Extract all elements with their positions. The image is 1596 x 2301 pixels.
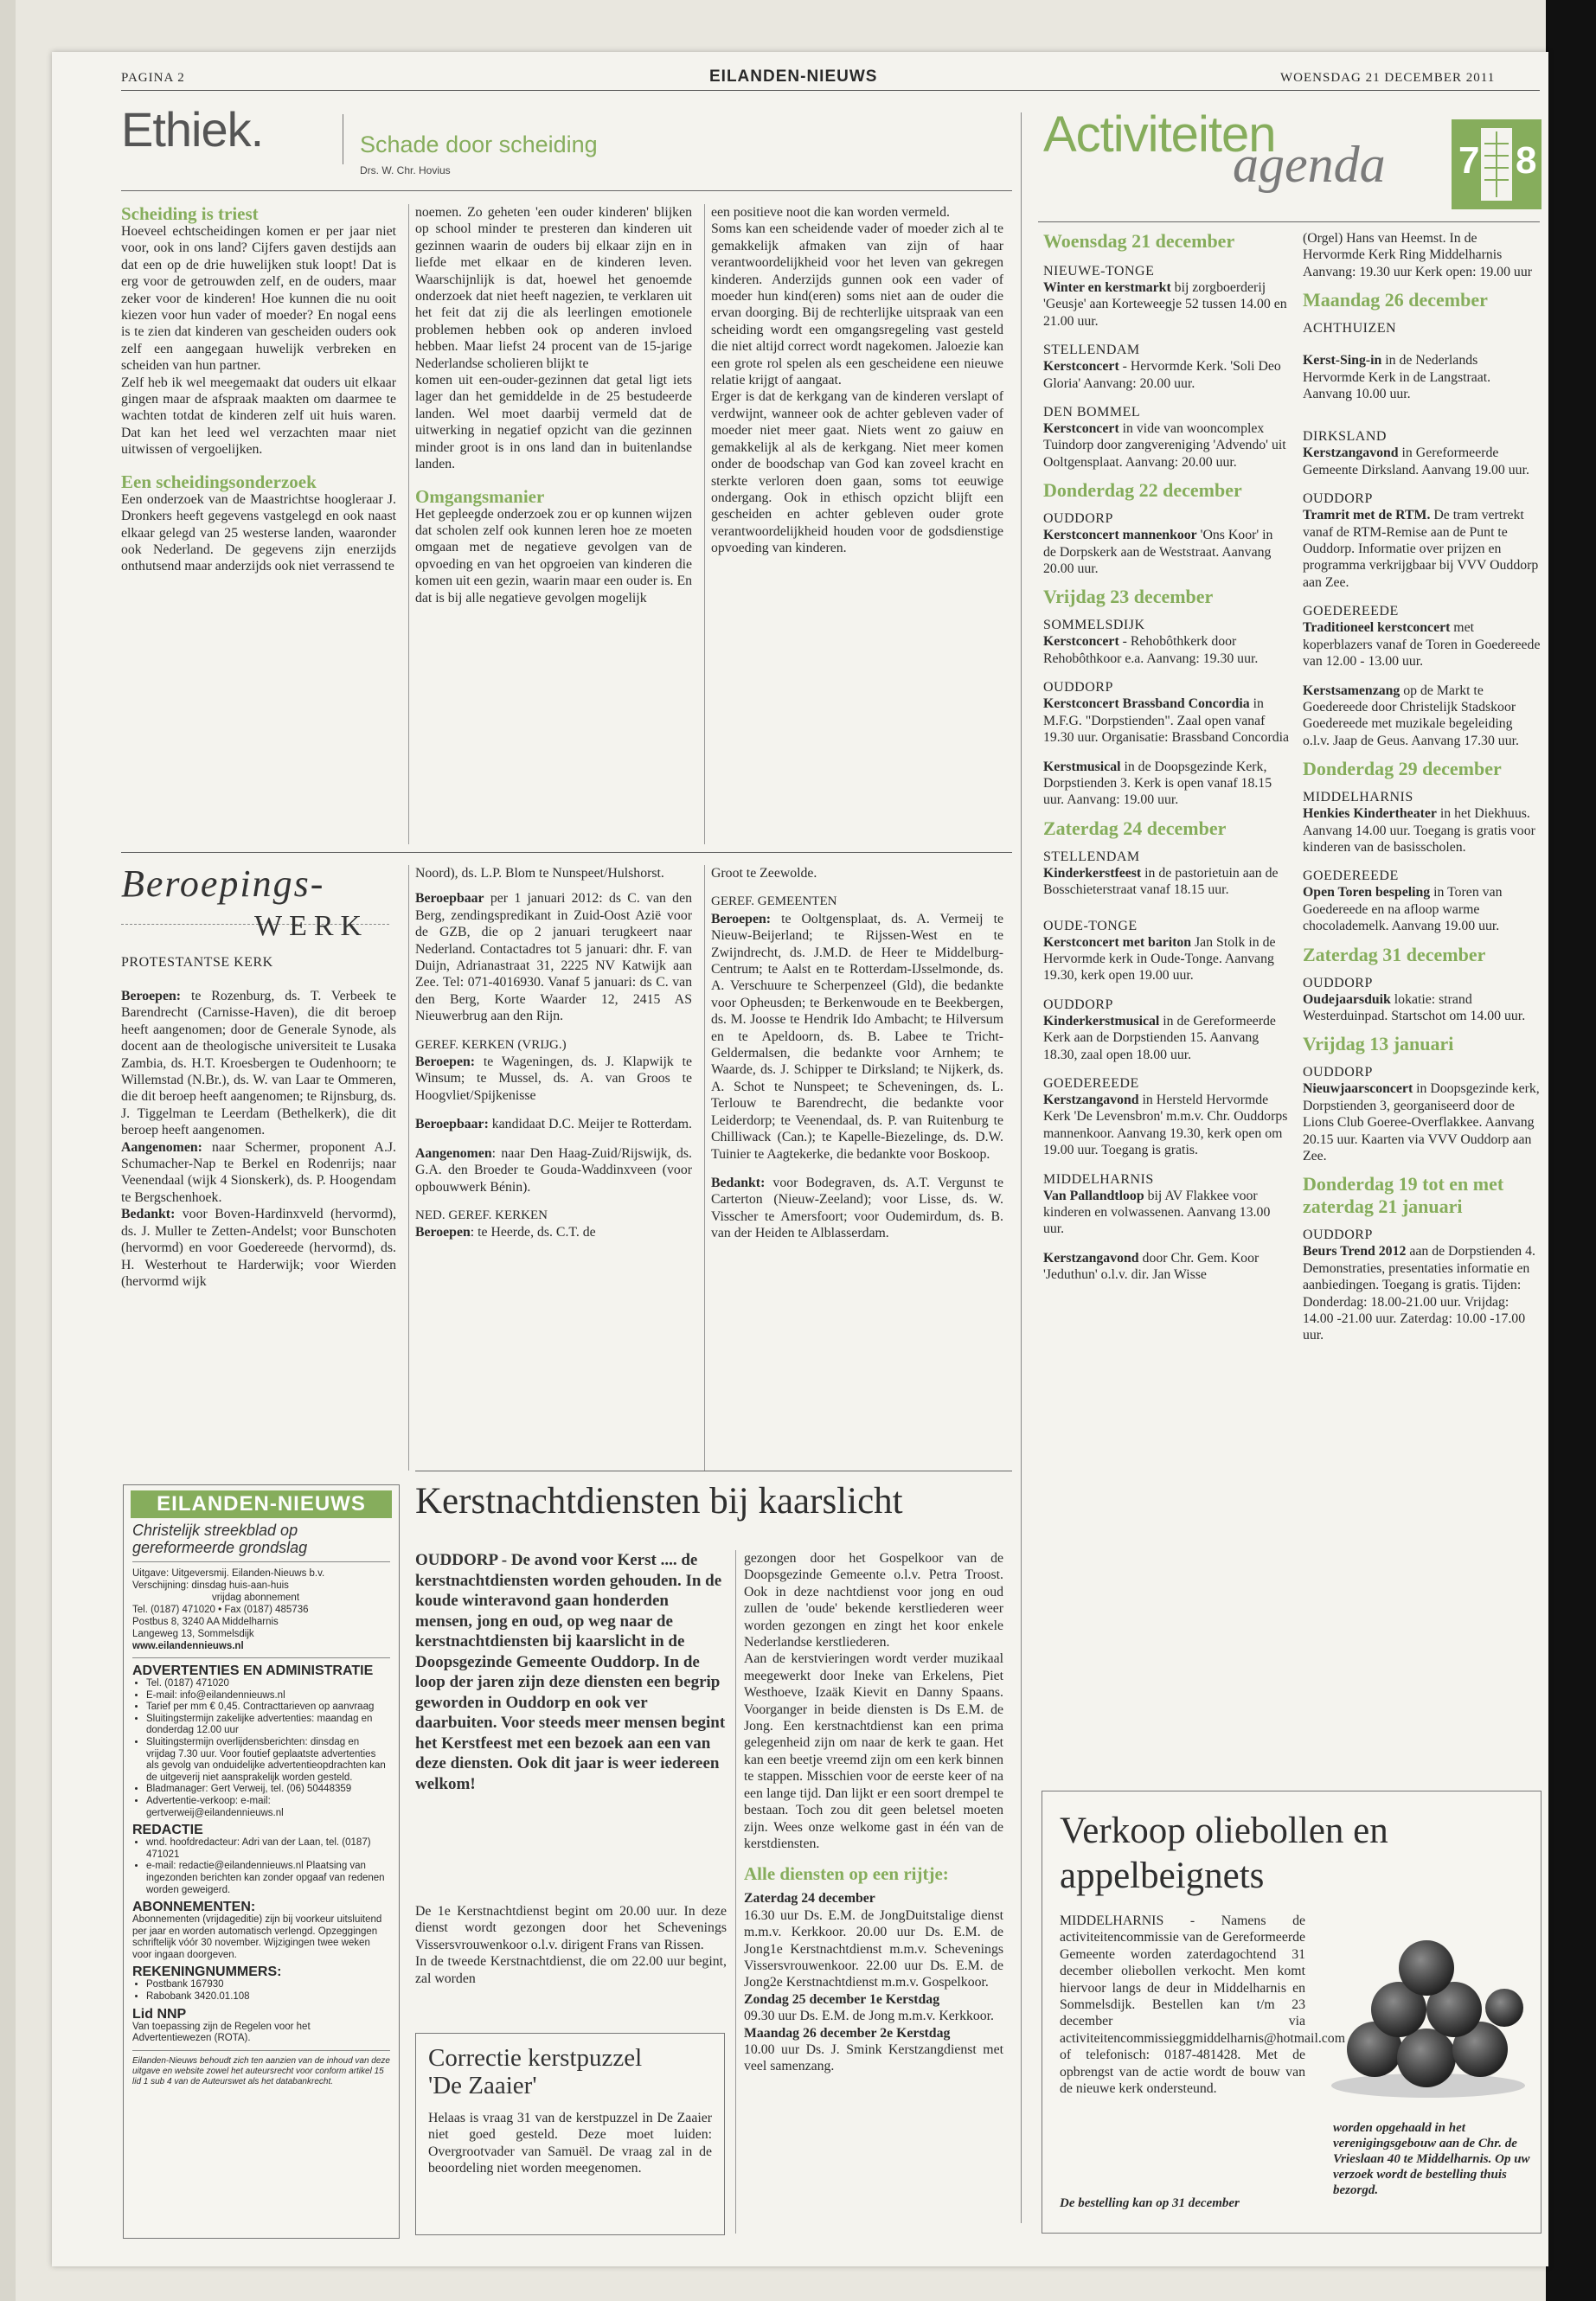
agenda-event [1303,352,1542,402]
agenda-event-text: bij zorgboerderij 'Geusje' aan Korteweegje 52 tussen 14.00 en 21.00 uur. [1043,280,1287,329]
beroepingswerk-label: Aangenomen: [121,1139,202,1155]
scan-edge-right [1546,0,1596,2301]
beroepingswerk-label: Beroepen: [415,1054,476,1070]
agenda-event-title: Kerstzangavond [1303,445,1399,461]
agenda-event [1303,991,1542,1025]
agenda-title: Activiteiten [1043,106,1276,163]
agenda-event-text: met koperblazers vanaf de Toren in Goedereede van 12.00 - 13.00 uur. [1303,620,1541,670]
beroepingswerk-label: Beroepbaar [415,891,484,907]
colofon-url[interactable]: www.eilandennieuws.nl [132,1641,244,1651]
oliebollen-title-1: Verkoop oliebollen en [1060,1811,1388,1851]
agenda-event [1043,1013,1289,1063]
ethiek-column-1 [121,204,396,575]
schedule-text: 09.30 uur Ds. E.M. de Jong m.m.v. Kerkkoor. [744,2009,995,2024]
colofon-rule [132,2050,390,2051]
beroepingswerk-entry [711,1175,1003,1242]
agenda-event-text: in de Gereformeerde Kerk aan de Dorpstienden 15. Aanvang 18.30, zaal open 18.00 uur. [1043,1013,1276,1062]
agenda-event-text: - Hervormde Kerk. 'Soli Deo Gloria' Aanvang: 20.00 uur. [1043,359,1281,391]
colofon-item: • Bladmanager: Gert Verweij, tel. (06) 50448359 [146,1784,390,1796]
agenda-place: OUDDORP [1303,975,1373,990]
agenda-day: Vrijdag 23 december [1043,586,1214,608]
agenda-event-text: bij AV Flakkee voor kinderen en volwassenen. Aanvang 13.00 uur. [1043,1188,1271,1237]
colofon-advertising [132,1663,390,2087]
agenda-event-title: Tramrit met de RTM. [1303,508,1431,523]
beroepingswerk-entry [415,1224,692,1240]
colofon-item: • wnd. hoofdredacteur: Adri van der Laan, tel. (0187) 471021 [146,1837,390,1861]
column-divider [735,1550,736,2234]
agenda-day: Donderdag 22 december [1043,479,1242,502]
agenda-event-title: Kerstconcert [1043,359,1119,375]
beroepingswerk-label: Bedankt: [711,1175,766,1190]
colofon-heading: ADVERTENTIES EN ADMINISTRATIE [132,1663,374,1678]
agenda-event [1303,507,1542,591]
agenda-place: GOEDEREEDE [1303,604,1399,619]
colofon-item: • e-mail: redactie@eilandennieuws.nl Plaatsing van ingezonden berichten kan zonder opgaaf van redenen worden geweigerd. [146,1861,390,1896]
beroepingswerk-column-3 [711,865,1003,1242]
schedule-text: 10.00 uur Ds. J. Smink Kerstzangdienst met veel samenzang. [744,2041,1003,2074]
correctie-title [428,2044,712,2099]
agenda-event-text: 'Ons Koor' in de Dorpskerk aan de Weststraat. Aanvang 20.00 uur. [1043,528,1273,577]
colofon-item: • Postbank 167930 [146,1979,390,1991]
colofon-masthead: EILANDEN-NIEUWS [131,1490,392,1518]
beroepingswerk-label: Beroepen: [711,911,772,926]
masthead: EILANDEN-NIEUWS [709,67,878,86]
agenda-event [1043,633,1289,667]
ethiek-paragraph: een positieve noot die kan worden vermeld. [711,205,950,220]
agenda-event-text: in Toren van Goedereede en na afloop warme chocolademelk. Aanvang 19.00 uur. [1303,885,1503,934]
oliebollen-footnote: De bestelling kan op 31 december [1060,2196,1240,2210]
ethiek-paragraph: Zelf heb ik wel meegemaakt dat ouders uit elkaar gingen maar de afspraak maakten om daarmee te wachten totdat de kinderen zelf uit huis waren. Dat kan het leed wel verzachten maar niet uitwissen of vergoelijken. [121,375,396,458]
agenda-divider [1021,112,1022,2223]
ethiek-subhead-3: Omgangsmanier [415,485,545,507]
colofon-heading: REDACTIE [132,1823,203,1838]
schedule-day: Maandag 26 december 2e Kerstdag [744,2025,951,2041]
kerst-paragraph: In de tweede Kerstnachtdienst, die om 22.00 uur begint, zal worden [415,1954,727,1986]
kerst-paragraph: De 1e Kerstnachtdienst begint om 20.00 uur. In deze dienst wordt gezongen door het Schevenings Vissersvrouwenkoor o.l.v. dirigent Frans van Rissen. [415,1904,727,1952]
column-divider [704,204,705,844]
correctie-text: Helaas is vraag 31 van de kerstpuzzel in De Zaaier niet goed gesteld. Deze moet luiden: Overgrootvader van Samuël. De vraag zal in de beoordeling niet worden meegenomen. [428,2111,712,2176]
beroepingswerk-church-heading: GEREF. KERKEN (VRIJG.) [415,1037,567,1052]
scan-edge-left [0,0,16,2301]
agenda-event [1043,695,1289,746]
agenda-event-title: Kerstsamenzang [1303,683,1401,698]
colofon-line: vrijdag abonnement [212,1593,300,1603]
colofon-item: • Sluitingstermijn overlijdensberichten: dinsdag en vrijdag 7.30 uur. Voor foutief geplaatste advertenties als gevolg van onduidelijke advertentieopdrachten kan de uitgeverij niet aansprakelijk worden gesteld. [146,1737,390,1784]
ethiek-paragraph: noemen. Zo geheten 'een ouder kinderen' blijken op school minder te presteren dan kinderen uit gezinnen waarin de ouders bij elkaar zijn en in liefde met elkaar en de kinderen leven. Waarschijnlijk is dat, hoewel het genoemde onderzoek dat niet heeft nagezien, te verklaren uit het feit dat zij die als leerlingen emotionele problemen hebben ook op anderen invloed hebben. Maar liefst 24 procent van de 15-jarige Nederlandse scholieren blijkt te [415,205,692,371]
agenda-place: MIDDELHARNIS [1303,790,1413,805]
beroepingswerk-text: per 1 januari 2012: ds C. van den Berg, zendingspredikant in Zuid-Oost Azië voor de GZB, die op 2 januari terugkeert naar Nederland. Contactadres tot 5 januari: dhr. F. van Duijn, Adrianastraat 31, 2225 NV Katwijk aan Zee. Tel: 071-4016930. Vanaf 5 januari: ds C. van den Berg, Korte Waarder 12, 2415 AS Nieuwerbrug aan den Rijn. [415,891,692,1024]
ethiek-kicker: Ethiek. [121,102,264,157]
ethiek-title: Schade door scheiding [360,131,598,157]
agenda-place: OUDDORP [1043,997,1113,1012]
agenda-event [1303,1243,1542,1343]
ethiek-subhead-2: Een scheidingsonderzoek [121,471,317,492]
colofon-heading: REKENINGNUMMERS: [132,1965,282,1980]
colofon-line: Postbus 8, 3240 AA Middelharnis [132,1617,279,1627]
schedule-text: 16.30 uur Ds. E.M. de JongDuitstalige dienst m.m.v. Kerkkoor. 20.00 uur Ds. E.M. de Jong1e Kerstnachtdienst m.m.v. Schevenings Vissersvrouwenkoor. 22.00 uur Ds. E.M. de Jong2e Kerstnachtdienst m.m.v. Gospelkoor. [744,1907,1003,1990]
issue-date: WOENSDAG 21 DECEMBER 2011 [1280,71,1496,85]
agenda-event-title: Oudejaarsduik [1303,991,1391,1007]
correctie-title-2: 'De Zaaier' [428,2072,537,2099]
beroepingswerk-title-2: WERK [254,910,369,942]
agenda-event [1043,759,1289,809]
agenda-event-title: Open Toren bespeling [1303,885,1431,901]
agenda-event-title: Kerstconcert [1043,421,1119,437]
correctie-box [415,2033,725,2235]
beroepingswerk-entry [415,1116,692,1132]
agenda-event-title: Van Pallandtloop [1043,1188,1144,1203]
agenda-event-title: Kerstmusical [1043,759,1121,774]
agenda-day: Zaterdag 31 december [1303,943,1486,965]
agenda-day: Donderdag 29 december [1303,758,1502,780]
ethiek-bottom-rule [121,852,1012,853]
beroepingswerk-text: : naar Den Haag-Zuid/Rijswijk, ds. G.A. den Broeder te Gouda-Waddinxveen (voor opbouwwerk Bénin). [415,1145,692,1195]
agenda-place: NIEUWE-TONGE [1043,264,1155,279]
beroepingswerk-subtitle: PROTESTANTSE KERK [121,955,273,970]
colofon-tagline-2: gereformeerde grondslag [132,1539,308,1556]
kerst-title: Kerstnachtdiensten bij kaarslicht [415,1481,903,1522]
calendar-icon [1452,119,1542,209]
agenda-event [1303,1080,1542,1164]
schedule-day: Zondag 25 december 1e Kerstdag [744,1991,940,2007]
oliebollen-title [1060,1809,1523,1899]
colofon-line: Uitgave: Uitgeversmij. Eilanden-Nieuws b.v. [132,1568,325,1579]
agenda-event-title: Kerst-Sing-in [1303,353,1382,369]
beroepingswerk-text: te Ooltgensplaat, ds. A. Vermeij te Nieuw-Beijerland; te Rijssen-West en te Zwijndrecht, ds. J.M.D. de Heer te Middelburg-Centrum; te Aalst en te Rotterdam-IJsselmonde, ds. A. Verschuure te Scherpenzeel (Gld), die bedankte voor Opheusden; te Berkenwoude en te Beekbergen, ds. M. Joosse te Hendrik Ido Ambacht; te Hilversum en te Apeldoorn, ds. B. Labee te Tricht-Geldermalsen, die bedankte voor Arnhem; te Waarde, ds. J. Schipper te Dirksland; te Nijkerk, ds. A. Schot te Nunspeet; te Scheveningen, ds. L. Terlouw te Barendrecht, die bedankte voor Leiderdorp; te Veenendaal, ds. P. van Ruitenburg te Chilliwack (Can.); te Kapelle-Biezelinge, ds. D.W. Tuinier te Aagtekerke, die bedankte voor Boskoop. [711,911,1003,1162]
agenda-event-continued: (Orgel) Hans van Heemst. In de Hervormde Kerk Ring Middelharnis Aanvang: 19.30 uur Kerk open: 19.00 uur [1303,231,1532,279]
beroepingswerk-label: Aangenomen [415,1145,492,1161]
agenda-day: Maandag 26 december [1303,289,1488,311]
schedule-day: Zaterdag 24 december [744,1891,875,1907]
agenda-place: SOMMELSDIJK [1043,618,1145,633]
colofon-text: Van toepassing zijn de Regelen voor het Advertentiewezen (ROTA). [132,2021,311,2044]
svg-text:8: 8 [1516,139,1537,182]
colofon-tagline [132,1522,390,1556]
ethiek-paragraph: Het gepleegde onderzoek zou er op kunnen wijzen dat scholen zelf ook kunnen leren hoe ze moeten omgaan met de negatieve gevolgen van de opvoeding en van het opgroeien van kinderen die komen uit een gezin, waarin maar een ouder is. En dat is bij alle negatieve gevolgen mogelijk [415,506,692,606]
agenda-event-title: Nieuwjaarsconcert [1303,1081,1413,1097]
beroepingswerk-text: voor Boven-Hardinxveld (hervormd), ds. J. Muller te Zetten-Andelst; voor Bunschoten (hervormd) en voor Goedereede (hervormd), ds. H. Westerhout te Harderwijk; voor Wierden (hervormd wijk [121,1207,396,1289]
beroepingswerk-text: naar Schermer, proponent A.J. Schumacher-Nap te Berkel en Rodenrijs; naar Veenendaal (wijk 4 Sionskerk), ds. P. Hoogendam te Bergschenhoek. [121,1139,396,1205]
beroepingswerk-text: kandidaat D.C. Meijer te Rotterdam. [488,1117,692,1132]
agenda-place: STELLENDAM [1043,343,1140,358]
beroepingswerk-entry [121,1206,396,1290]
agenda-event-text: in Doopsgezinde kerk, Dorpstienden 3, georganiseerd door de Lions Club Goeree-Overflakkee. Aanvang 20.15 uur. Kaarten via VVV Ouddorp aan Zee. [1303,1081,1540,1163]
colofon-line: Langeweg 13, Sommelsdijk [132,1629,254,1639]
agenda-event-text: lokatie: strand Westerduinpad. Startschot om 14.00 uur. [1303,991,1526,1023]
agenda-event-title: Kerstconcert met bariton [1043,934,1192,950]
colofon-item: • Tarief per mm € 0,45. Contracttarieven op aanvraag [146,1702,390,1714]
agenda-event-text: in de Nederlands Hervormde Kerk in de Langstraat. Aanvang 10.00 uur. [1303,353,1491,402]
agenda-event-title: Kerstconcert [1043,634,1119,650]
agenda-event-title: Kerstzangavond [1043,1250,1139,1266]
beroepingswerk-church-heading: NED. GEREF. KERKEN [415,1208,548,1222]
ethiek-top-rule [121,190,1012,191]
ethiek-paragraph: Een onderzoek van de Maastrichtse hoogleraar J. Dronkers heeft gegevens vastgelegd en ook naast elkaar gelegd van 25 westerse landen, waaronder ook Nederland. De gegevens zijn enerzijds onthutsend maar anderzijds ook niet verrassend te [121,491,396,574]
oliebollen-caption: worden opgehaald in het verenigingsgebouw aan de Chr. de Vrieslaan 40 te Middelharnis. Op uw verzoek wordt de bestelling thuis bezorgd. [1333,2121,1530,2197]
agenda-place: DIRKSLAND [1303,429,1387,445]
colofon-line: Verschijning: dinsdag huis-aan-huis [132,1580,289,1591]
column-divider [408,204,409,844]
page-label: PAGINA 2 [121,71,185,85]
beroepingswerk-label: Beroepbaar: [415,1117,489,1132]
agenda-day: Vrijdag 13 januari [1303,1033,1454,1055]
agenda-place: ACHTHUIZEN [1303,321,1397,336]
ethiek-column-3 [711,204,1003,557]
agenda-event-title: Henkies Kindertheater [1303,806,1437,822]
agenda-event-text: in het Diekhuus. Aanvang 14.00 uur. Toegang is gratis voor kinderen van de basisscholen. [1303,806,1535,855]
beroepingswerk-text: voor Bodegraven, ds. A.T. Vergunst te Carterton (Nieuw-Zeeland); voor Lisse, ds. W. Visscher te Amersfoort; voor Oudemirdum, ds. B. van der Heiden te Alblasserdam. [711,1175,1003,1241]
agenda-event-title: Kinderkerstmusical [1043,1013,1160,1029]
agenda-place: MIDDELHARNIS [1043,1171,1154,1187]
agenda-place: OUDDORP [1303,491,1373,507]
agenda-place: OUDE-TONGE [1043,918,1138,933]
agenda-event-text: aan de Dorpstienden 4. Demonstraties, presentaties informatie en aanbiedingen. Toegang is gratis. Tijden: Donderdag: 18.00-21.00 uur. Vrijdag: 14.00 -21.00 uur. Zaterdag: 10.00 -17.00 uur. [1303,1244,1535,1343]
beroepingswerk-entry: Noord), ds. L.P. Blom te Nunspeet/Hulshorst. [415,866,664,881]
ethiek-paragraph: komen uit een-ouder-gezinnen dat getal ligt iets lager dan het gemiddelde in de 25 bestudeerde landen. Wel moet daarbij vermeld dat de uitwerking in negatief opzicht van die gezinnen minder groot is in ons land dan in buitenlandse landen. [415,373,692,472]
agenda-place: GOEDEREEDE [1043,1075,1139,1091]
agenda-event-text: in M.F.G. "Dorpstienden". Zaal open vanaf 19.30 uur. Organisatie: Brassband Concordia [1043,696,1290,746]
kerst-body-2 [744,1550,1003,2075]
kerst-body-1 [415,1903,727,1987]
agenda-event-title: Beurs Trend 2012 [1303,1244,1407,1259]
colofon-item: • Advertentie-verkoop: e-mail: gertverweij@eilandennieuws.nl [146,1796,390,1819]
header-rule [121,90,1540,91]
beroepingswerk-entry [711,911,1003,1163]
agenda-event [1043,1092,1289,1159]
colofon-item: • Sluitingstermijn zakelijke advertenties: maandag en donderdag 12.00 uur [146,1714,390,1737]
agenda-event [1043,358,1289,392]
agenda-day: Woensdag 21 december [1043,230,1235,252]
colofon-rule [132,1561,390,1562]
agenda-event [1303,619,1542,670]
agenda-event [1043,420,1289,471]
beroepingswerk-column-2 [415,865,692,1241]
agenda-event-text: door Chr. Gem. Koor 'Jeduthun' o.l.v. dir. Jan Wisse [1043,1250,1259,1283]
agenda-day: Donderdag 19 tot en met zaterdag 21 januari [1303,1173,1504,1218]
column-divider [408,865,409,1471]
agenda-event-text: - Rehobôthkerk door Rehobôthkoor e.a. Aanvang: 19.30 uur. [1043,634,1259,666]
agenda-event-title: Traditioneel kerstconcert [1303,620,1451,636]
agenda-event-title: Kerstconcert Brassband Concordia [1043,696,1250,712]
beroepingswerk-column-1 [121,988,396,1290]
beroepingswerk-entry [415,1145,692,1195]
colofon-tagline-1: Christelijk streekblad op [132,1522,298,1539]
beroepingswerk-text: : te Heerde, ds. C.T. de [470,1225,596,1240]
column-divider [704,865,705,1471]
agenda-event-text: De tram vertrekt vanaf de RTM-Remise aan de Punt te Ouddorp. Informatie over prijzen en programma verkrijgbaar bij VVV Ouddorp aan Zee. [1303,508,1539,590]
agenda-top-rule [1038,221,1540,222]
beroepingswerk-text: te Rozenburg, ds. T. Verbeek te Barendrecht (Carnisse-Haven), die dit beroep heeft aangenomen; door de Generale Synode, als docent aan de theologische universiteit te Lusaka Zambia, ds. H.T. Kroesbergen te Oudenhoorn; te Willemstad (N.Br.), ds. W. van Laar te Ommeren, die dit beroep heeft aangenomen; te Rijnsburg, ds. J. Tiggelman te Leerdam (Bethelkerk), die dit beroep heeft aangenomen. [121,989,396,1138]
agenda-place: OUDDORP [1303,1065,1373,1080]
agenda-event-text: in de Doopsgezinde Kerk, Dorpstienden 3. Kerk is open vanaf 18.15 uur. Aanvang: 19.00 uur. [1043,759,1272,808]
agenda-event-text: in de pastorietuin aan de Bosschieterstraat vanaf 18.15 uur. [1043,865,1279,898]
newspaper-page [52,52,1548,2266]
beroepingswerk-title: Beroepings- [121,862,325,905]
ethiek-subhead-1: Scheiding is triest [121,203,259,224]
colofon-item: • Rabobank 3420.01.108 [146,1991,390,2003]
oliebollen-photo [1323,1913,1534,2103]
colofon-box [123,1484,400,2239]
agenda-title-script: agenda [1233,136,1386,193]
agenda-event [1303,445,1542,478]
ethiek-author: Drs. W. Chr. Hovius [360,164,451,176]
kerst-paragraph: Aan de kerstvieringen wordt verder muzikaal meegewerkt door Ineke van Erkelens, Piet Westhoeve, Izaäk Kievit en Danny Spaans. Voorganger in beide diensten is Ds E.M. de Jong. Een kerstnachtdienst kan een prima gelegenheid zijn om naar de kerk te gaan. Het kan een beetje vreemd zijn om een kerk binnen te stappen. Misschien voor de eerste keer of na een lange tijd. Dan lijkt er een soort drempel te bestaan. Toch zou dit geen beletsel moeten zijn. Wees onze welkome gast in één van de kerstdiensten. [744,1651,1003,1851]
beroepingswerk-entry: Groot te Zeewolde. [711,866,817,881]
agenda-event-title: Kinderkerstfeest [1043,865,1142,881]
beroepingswerk-label: Bedankt: [121,1207,176,1222]
oliebollen-title-2: appelbeignets [1060,1856,1265,1896]
agenda-event [1043,934,1289,984]
agenda-place: DEN BOMMEL [1043,405,1141,420]
kerst-paragraph: gezongen door het Gospelkoor van de Doopsgezinde Gemeente o.l.v. Petra Troost. Ook in deze nachtdienst voor jong en oud zullen de 'oude' bekende kerstliederen weer worden gezongen en zingt het koor enkele Nederlandse kerstliederen. [744,1551,1003,1650]
oliebollen-box [1042,1791,1542,2234]
agenda-event-title: Kerstconcert mannenkoor [1043,528,1197,543]
colofon-heading: Lid NNP [132,2006,187,2022]
agenda-place: OUDDORP [1303,1227,1373,1243]
agenda-event-text: op de Markt te Goedereede door Christelijk Stadskoor Goedereede met muzikale begeleiding o.l.v. Jaap de Geus. Aanvang 17.30 uur. [1303,683,1519,748]
agenda-event [1043,1250,1289,1284]
colofon-rule [132,1657,390,1658]
agenda-event [1043,865,1289,899]
kerst-schedule [744,1890,1003,2074]
colofon-item: • E-mail: info@eilandennieuws.nl [146,1690,390,1702]
agenda-event [1043,527,1289,577]
agenda-event-text: Jan Stolk in de Hervormde kerk in Oude-Tonge. Aanvang 19.30, kerk open 19.00 uur. [1043,934,1276,984]
colofon-item: • Tel. (0187) 471020 [146,1678,390,1690]
beroepingswerk-entry [415,1054,692,1104]
agenda-event-text: in Hersteld Hervormde Kerk 'De Levensbron' m.m.v. Chr. Ouddorps mannenkoor. Aanvang 19.30, kerk open om 19.00 uur. Toegang is gratis. [1043,1092,1288,1158]
agenda-place: STELLENDAM [1043,849,1140,864]
agenda-place: OUDDORP [1043,680,1113,695]
agenda-column-1 [1043,230,1289,1284]
agenda-event [1303,884,1542,934]
colofon-line: Tel. (0187) 471020 • Fax (0187) 485736 [132,1605,309,1615]
agenda-day: Zaterdag 24 december [1043,817,1227,839]
agenda-event-title: Kerstzangavond [1043,1092,1139,1107]
correctie-title-1: Correctie kerstpuzzel [428,2044,643,2072]
agenda-place: OUDDORP [1043,511,1113,527]
oliebollen-text: MIDDELHARNIS - Namens de activiteitencommissie van de Gereformeerde Gemeente worden zaterdagochtend 31 december oliebollen verkocht. Men komt hiervoor langs de deur in Middelharnis en Sommelsdijk. Bestellen kan t/m 23 december via activiteitencommissieggmiddelharnis@hotmail.com of telefonisch: 0187-481428. Met de opbrengst van de actie wordt de bouw van de nieuwe kerk ondersteund. [1060,1913,1345,2097]
colofon-footer: Eilanden-Nieuws behoudt zich ten aanzien van de inhoud van deze uitgave en website zowel het auteursrecht voor conform artikel 15 lid 1 sub 4 van de Auteurswet als het databankrecht. [132,2055,390,2086]
beroepingswerk-text: te Wageningen, ds. J. Klapwijk te Winsum; te Mussel, ds. A. van Groos te Hoogvliet/Spijkenisse [415,1054,692,1103]
colofon-heading: ABONNEMENTEN: [132,1900,256,1915]
agenda-event [1303,805,1542,856]
agenda-event-title: Winter en kerstmarkt [1043,280,1171,295]
beroepingswerk-entry [121,988,396,1139]
beroepingswerk-entry [415,890,692,1024]
svg-text:7: 7 [1458,139,1480,182]
beroepingswerk-label: Beroepen: [121,989,182,1003]
beroepingswerk-church-heading: GEREF. GEMEENTEN [711,894,837,909]
agenda-place: GOEDEREEDE [1303,868,1399,884]
agenda-event [1303,683,1542,750]
agenda-column-2 [1303,230,1542,1344]
agenda-event [1043,279,1289,330]
colofon-text: Abonnementen (vrijdageditie) zijn bij voorkeur uitsluitend per jaar en worden automatisch verlengd. Opzeggingen schriftelijk vóór 30 november. Wijzigingen twee weken voor ingaan doorgeven. [132,1914,382,1960]
ethiek-paragraph: Hoeveel echtscheidingen komen er per jaar niet voor, ook in ons land? Cijfers gaven destijds aan dat een op de drie huwelijken stuk loopt! Dat is erg voor de getrouwden zelf, en de ouders, maar zeker voor de kinderen! Hoe kunnen die nu ooit kiezen voor hun vader of moeder? En nogal eens is te zien dat kinderen van gescheiden ouders ook zelf een aangegaan huwelijk verbreken en scheiden van hun partner. [121,224,396,374]
colofon-publisher [132,1567,390,1652]
kerst-subhead: Alle diensten op een rijtje: [744,1863,949,1885]
beroepingswerk-label: Beroepen [415,1225,471,1240]
beroepingswerk-entry [121,1139,396,1207]
kerst-lead: OUDDORP - De avond voor Kerst .... de kerstnachtdiensten worden gehouden. In de koude winteravond gaan honderden mensen, jong en oud, op weg naar de kerstnachtdiensten bij kaarslicht in de Doopsgezinde Gemeente Ouddorp. In de loop der jaren zijn deze diensten een begrip geworden in Ouddorp en ook ver daarbuiten. Voor steeds meer mensen begint het Kerstfeest met een bezoek aan een van deze diensten. Ook dit jaar is weer iedereen welkom! [415,1551,726,1793]
agenda-event-text: in Gereformeerde Gemeente Dirksland. Aanvang 19.00 uur. [1303,445,1529,478]
ethiek-paragraph: Soms kan een scheidende vader of moeder zich al te gemakkelijk afmaken van zijn of haar verantwoordelijkheid voor het leven van gekregen kinderen. Anderzijds gunnen ook een vader of moeder hun kind(eren) soms niet aan de ouder die ervan doorging. Bij de rechterlijke uitspraak van een scheiding wordt een omgangsregeling vast gesteld die niet altijd correct wordt nagekomen. Jaloezie kan een grote rol spelen als een gescheidene een nieuwe relatie krijgt of aangaat. [711,221,1003,388]
agenda-event [1043,1188,1289,1238]
ethiek-column-2 [415,204,692,606]
agenda-event-text: in vide van wooncomplex Tuindorp door zangvereniging 'Advendo' uit Ooltgensplaat. Aanvang: 20.00 uur. [1043,421,1286,470]
ethiek-paragraph: Erger is dat de kerkgang van de kinderen verslapt of verdwijnt, wanneer ook de achter gebleven vader of moeder niet meer gaat. Niets went zo gaiuw en gemakkelijk al als de kerkgang. Niet meer komen onder de boodschap van God kan zoveel kracht en sterkte verloren doen gaan, soms tot eeuwige ondergang. Ook in ethisch opzicht blijft een gescheiden en achter gebleven ouder grote verantwoordelijkheid houden voor de godsdienstige opvoeding van kinderen. [711,389,1003,556]
